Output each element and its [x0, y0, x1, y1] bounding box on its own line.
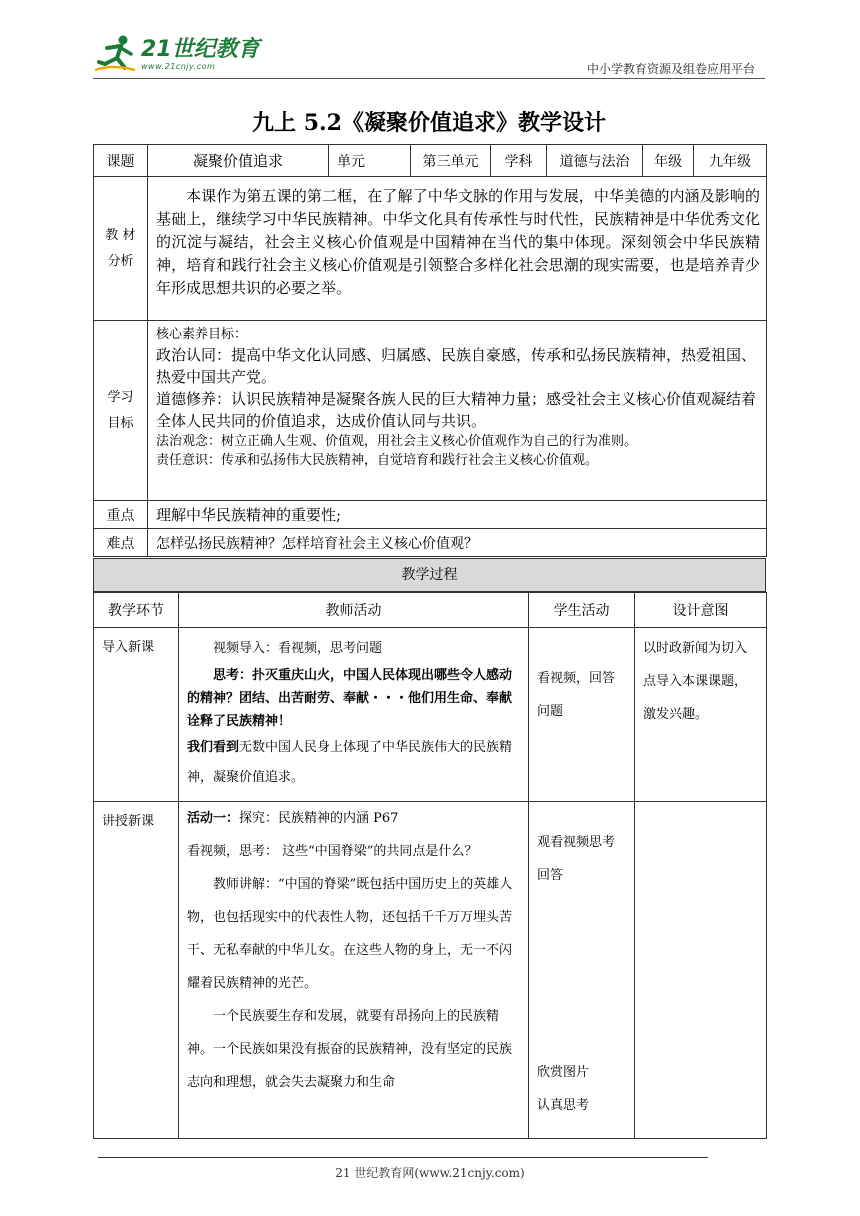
- think-question: 思考：扑灭重庆山火，中国人民体现出哪些令人感动的精神？团结、出苦耐劳、奉献・・・他们用生命、奉献诠释了民族精神！: [187, 668, 513, 729]
- col-header-teacher: 教师活动: [179, 593, 529, 628]
- video-question: 看视频，思考： 这些“中国脊梁”的共同点是什么？: [187, 844, 478, 859]
- logo-url: www.21cnjy.com: [141, 61, 216, 71]
- goal-politics: 政治认同：提高中华文化认同感、归属感、民族自豪感，传承和弘扬民族精神，热爱祖国、热爱中国共产党。: [156, 346, 757, 386]
- student-appreciate: 欣赏图片: [537, 1065, 590, 1080]
- unit-label: 单元: [329, 145, 411, 177]
- col-header-intent: 设计意图: [635, 593, 767, 628]
- subject-label: 学科: [491, 145, 547, 177]
- national-spirit-text: 一个民族要生存和发展，就要有昂扬向上的民族精神。一个民族如果没有振奋的民族精神，没有坚定的民族志向和理想，就会失去凝聚力和生命: [187, 1009, 513, 1090]
- footer-text: 21 世纪教育网(www.21cnjy.com): [335, 1166, 525, 1180]
- key-point-label: 重点: [94, 501, 148, 529]
- difficulty-text: 怎样弘扬民族精神？怎样培育社会主义核心价值观？: [148, 529, 767, 557]
- page-header: [93, 30, 765, 80]
- logo-wordmark: 21世纪教育: [141, 36, 260, 62]
- key-point-text: 理解中华民族精神的重要性;: [148, 501, 767, 529]
- student-activity-new: [529, 802, 635, 1139]
- difficulty-label: 难点: [94, 529, 148, 557]
- student-watch: 观看视频思考回答: [537, 835, 616, 883]
- student-activity-intro: 看视频，回答问题: [529, 628, 635, 802]
- teaching-process-table: [93, 592, 767, 1139]
- goal-law: 法治观念：树立正确人生观、价值观，用社会主义核心价值观作为自己的行为准则。: [156, 434, 638, 449]
- goal-morality: 道德修养：认识民族精神是凝聚各族人民的巨大精神力量；感受社会主义核心价值观凝结着全体人民共同的价值追求，达成价值认同与共识。: [156, 390, 757, 430]
- topic-label: 课题: [94, 145, 148, 177]
- unit-value: 第三单元: [411, 145, 491, 177]
- runner-logo-icon: [93, 34, 137, 74]
- subject-value: 道德与法治: [547, 145, 643, 177]
- process-section-title: 教学过程: [93, 558, 766, 592]
- goals-content: [148, 321, 767, 501]
- analysis-label: 教 材 分析: [94, 177, 148, 321]
- col-header-stage: 教学环节: [94, 593, 179, 628]
- col-header-student: 学生活动: [529, 593, 635, 628]
- stage-intro: 导入新课: [94, 628, 179, 802]
- header-divider: [93, 78, 765, 79]
- design-intent-intro: 以时政新闻为切入点导入本课课题，激发兴趣。: [635, 628, 767, 802]
- teacher-activity-new: [179, 802, 529, 1139]
- site-logo: [93, 34, 260, 74]
- goals-heading: 核心素养目标：: [156, 327, 248, 342]
- grade-label: 年级: [643, 145, 694, 177]
- goals-label: 学习 目标: [94, 321, 148, 501]
- grade-value: 九年级: [694, 145, 767, 177]
- teacher-explanation: 教师讲解：“中国的脊梁”既包括中国历史上的英雄人物，也包括现实中的代表性人物，还包括千千万万埋头苦干、无私奉献的中华儿女。在这些人物的身上，无一不闪耀着民族精神的光芒。: [187, 877, 513, 991]
- goal-responsibility: 责任意识：传承和弘扬伟大民族精神，自觉培育和践行社会主义核心价值观。: [156, 453, 599, 468]
- teacher-activity-intro: [179, 628, 529, 802]
- page-title: 九上 5.2《凝聚价值追求》教学设计: [252, 110, 606, 136]
- stage-new-lesson: 讲授新课: [94, 802, 179, 1139]
- topic-value: 凝聚价值追求: [148, 145, 329, 177]
- video-intro-line: 视频导入：看视频，思考问题: [213, 641, 383, 656]
- platform-name: 中小学教育资源及组卷应用平台: [586, 62, 755, 76]
- student-think: 认真思考: [537, 1098, 590, 1113]
- seen-line: 我们看到无数中国人民身上体现了中华民族伟大的民族精神，凝聚价值追求。: [187, 740, 513, 785]
- footer-divider: [98, 1157, 708, 1158]
- analysis-text: 本课作为第五课的第二框，在了解了中华文脉的作用与发展，中华美德的内涵及影响的基础上，继续学习中华民族精神。中华文化具有传承性与时代性，民族精神是中华优秀文化的沉淀与凝结，社会主义核心价值观是中国精神在当代的集中体现。深刻领会中华民族精神，培育和践行社会主义核心价值观是引领整合多样化社会思潮的现实需要，也是培养青少年形成思想共识的必要之举。: [148, 177, 767, 321]
- activity-one-line: 活动一：探究：民族精神的内涵 P67: [187, 811, 399, 826]
- design-intent-new: [635, 802, 767, 1139]
- lesson-info-table: [93, 144, 767, 557]
